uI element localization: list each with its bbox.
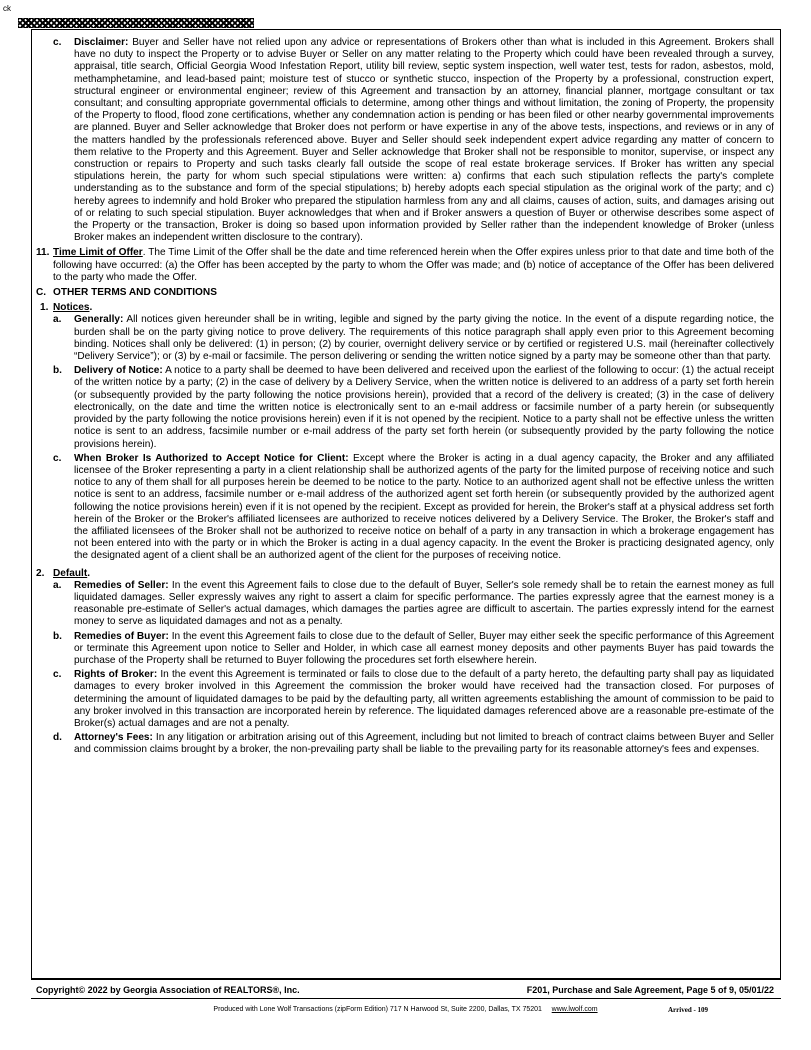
item-label: c.	[53, 669, 62, 681]
lwolf-link[interactable]: www.lwolf.com	[551, 1006, 598, 1013]
item-title: Delivery of Notice:	[74, 365, 163, 377]
paragraph-attorneys-fees	[36, 732, 774, 756]
paragraph-remedies-seller	[36, 580, 774, 629]
item-label: 2.	[36, 567, 45, 579]
footer-rule	[31, 978, 781, 980]
paragraph-notices-generally	[36, 314, 774, 363]
page-footer	[36, 985, 774, 995]
produced-text: Produced with Lone Wolf Transactions (zipForm Edition) 717 N Harwood St, Suite 2200, Dallas, TX 75201	[213, 1006, 542, 1013]
arrived-stamp: Arrived - 109	[668, 1006, 709, 1014]
form-page-info: F201, Purchase and Sale Agreement, Page 5 of 9, 05/01/22	[526, 985, 774, 995]
item-label: d.	[53, 732, 62, 744]
item-title: Attorney's Fees:	[74, 732, 153, 744]
section-label: C.	[36, 287, 47, 299]
footer-bottom-rule	[31, 998, 781, 999]
section-title: OTHER TERMS AND CONDITIONS	[53, 287, 217, 299]
item-punct: .	[89, 302, 93, 314]
paragraph-broker-authorized	[36, 453, 774, 563]
item-label: b.	[53, 365, 62, 377]
item-text: In the event this Agreement fails to close due to the default of Seller, Buyer may either seek the specific performance of this Agreement or terminate this Agreement upon notice to Seller and Holder, in which case all earnest money deposits and other payments Buyer has paid towards the purchase of the Property shall be returned to Buyer following the procedures set forth elsewhere herein.	[74, 630, 774, 666]
item-title: Default	[53, 567, 88, 579]
item-text: In any litigation or arbitration arising out of this Agreement, including but not limited to breach of contract claims between Buyer and Seller and commission claims brought by a broker, the non-prevailing party shall be liable to the prevailing party for its reasonable attorney's fees and expenses.	[74, 732, 774, 756]
copyright-text: Copyright© 2022 by Georgia Association of REALTORS®, Inc.	[36, 985, 300, 995]
item-title: Rights of Broker:	[74, 669, 158, 681]
paragraph-remedies-buyer	[36, 631, 774, 668]
item-label: 11.	[36, 247, 50, 259]
item-text: In the event this Agreement is terminated or fails to close due to the default of a party hereto, the defaulting party shall pay as liquidated damages to every broker involved in this Agreement the commission the broker would have received had the transaction closed. For purposes of determining the amount of liquidated damages to be paid by the defaulting party, all written agreements establishing the amount of commission to be paid to any broker involved in this transaction are incorporated herein by reference. The liquidated damages referenced above are a reasonable pre-estimate of the Broker(s) actual damages and are not a penalty.	[74, 669, 774, 729]
item-label: c.	[53, 452, 62, 464]
item-title: When Broker Is Authorized to Accept Notice for Client:	[74, 452, 349, 464]
item-label: c.	[53, 37, 62, 48]
item-label: a.	[53, 579, 62, 591]
paragraph-rights-of-broker	[36, 669, 774, 730]
item-title: Remedies of Buyer:	[74, 630, 169, 642]
item-text: . The Time Limit of the Offer shall be the date and time referenced herein when the Offer expires unless prior to that date and time both of the following have occurred: (a) the Offer has been accepted by the party to whom the Offer was made; and (b) notice of acceptance of the Offer has been delivered to the party who made the Offer.	[53, 247, 774, 283]
paragraph-disclaimer	[36, 37, 774, 244]
item-title: Generally:	[74, 314, 124, 326]
paragraph-delivery-of-notice	[36, 365, 774, 450]
item-text: In the event this Agreement fails to close due to the default of Buyer, Seller's sole remedy shall be to retain the earnest money as full liquidated damages. Seller expressly waives any right to assert a claim for specific performance. The parties expressly agree that the earnest money is a reasonable pre-estimate of Seller's actual damages, which damages the parties agree are difficult to ascertain. The parties expressly intend for the earnest money to serve as liquidated damages and not as a penalty.	[74, 579, 775, 628]
item-label: 1.	[40, 302, 49, 314]
item-text: All notices given hereunder shall be in writing, legible and signed by the party giving the notice. In the event of a dispute regarding notice, the burden shall be on the party giving notice to prove delivery. The requirements of this notice paragraph shall apply even prior to this Agreement becoming binding. Notices shall only be delivered: (1) in person; (2) by courier, overnight delivery service or by certified or registered U.S. mail (hereinafter collectively “Delivery Service”); or (3) by e-mail or facsimile. The person delivering or sending the written notice signed by a party may be someone other than that party.	[74, 314, 774, 363]
item-label: b.	[53, 630, 62, 642]
item-text: Except where the Broker is acting in a dual agency capacity, the Broker and any affiliated licensee of the Broker representing a party in a client relationship shall be authorized agents of the party for the limited purpose of receiving notice and such notice to any of them shall for all purposes herein be deemed to be notice to the party. Notice to an authorized agent shall not be effective unless the written notice is sent to an address, facsimile number or e-mail address of the authorized agent set forth herein (or subsequently provided by the authorized agent following the notice provisions herein) even if it is not opened by the recipient. Except as provided for herein, the Broker's staff at a physical address set forth herein of the Broker or the Broker's affiliated licensees are authorized to receive notices delivered by a Delivery Service. The Broker, the Broker's staff and the affiliated licensees of the Broker shall not be authorized to receive notice on behalf of a party in any transaction in which a brokerage engagement has not been entered into with the party or in which the Broker is acting in a dual agency capacity. In the event the Broker is practicing designated agency, only the designated agent of a client shall be an authorized agent of the client for the purposes of receiving notice.	[74, 452, 774, 562]
document-body	[36, 37, 774, 757]
item-title: Time Limit of Offer	[53, 247, 143, 259]
section-c-heading	[36, 287, 774, 299]
heading-default	[36, 568, 774, 580]
item-text: Buyer and Seller have not relied upon any advice or representations of Brokers other than what is included in this Agreement. Brokers shall have no duty to inspect the Property or to advise Buyer or Seller on any matter relating to the Property which could have been revealed through a survey, appraisal, title search, Official Georgia Wood Infestation Report, utility bill review, septic system inspection, well water test, tests for radon, asbestos, mold, methamphetamine, and lead-based paint; moisture test of stucco or synthetic stucco, inspection of the Property by a professional, construction expert, structural engineer or environmental engineer; review of this Agreement and transaction by an attorney, financial planner, mortgage consultant or tax consultant; and consulting appropriate governmental officials to determine, among other things and without limitation, the zoning of Property, the propensity of the Property to flood, flood zone certifications, whether any condemnation action is pending or has been filed or other nearby governmental improvements are planned. Buyer and Seller acknowledge that Broker does not perform or have expertise in any of the above tests, inspections, and reviews or in any of the matters handled by the professionals referenced above. Buyer and Seller should seek independent expert advice regarding any matter of concern to them relative to the Property and this Agreement. Buyer and Seller acknowledge that Broker shall not be responsible to monitor, supervise, or inspect any construction or repairs to Property and such tasks clearly fall outside the scope of real estate brokerage services. If Broker has written any special stipulations herein, the party for whom such special stipulations were written: a) confirms that each such stipulation reflects the party's complete understanding as to the substance and form of the special stipulations; b) hereby adopts each special stipulation as the original work of the party; and c) hereby agrees to indemnify and hold Broker who prepared the stipulation harmless from any and all claims, causes of action, suits, and damages arising out of or relating to such special stipulation. Buyer acknowledges that when and if Broker answers a question of Buyer or otherwise describes some aspect of the Property or the transaction, Broker is doing so based upon information provided by Seller rather than the independent knowledge of Broker (unless Broker makes an independent written disclosure to the contrary).	[74, 37, 774, 244]
item-title: Remedies of Seller:	[74, 579, 169, 591]
paragraph-time-limit	[36, 247, 774, 284]
item-text: A notice to a party shall be deemed to have been delivered and received upon the earliest of the following to occur: (1) the actual receipt of the written notice by a party; (2) in the case of delivery by a Delivery Service, when the written notice is delivered to an address of a party set forth herein (or subsequently provided by the party following the notice provisions herein), provided that a record of the delivery is created; (3) in the case of delivery electronically, on the date and time the written notice is electronically sent to an e-mail address or facsimile number of a party herein (or subsequently provided by the party following the notice provisions herein) even if it is not opened by the recipient. Notice to a party shall not be effective unless the written notice is sent to an address, facsimile number or e-mail address of the party set forth herein (or subsequently provided by the party following the notice provisions herein).	[74, 365, 774, 450]
hatched-bar	[18, 18, 254, 28]
item-label: a.	[53, 314, 62, 326]
corner-mark: ck	[3, 4, 11, 13]
item-title: Notices	[53, 302, 90, 314]
heading-notices	[36, 302, 774, 314]
item-punct: .	[87, 567, 91, 579]
item-title: Disclaimer:	[74, 37, 129, 48]
